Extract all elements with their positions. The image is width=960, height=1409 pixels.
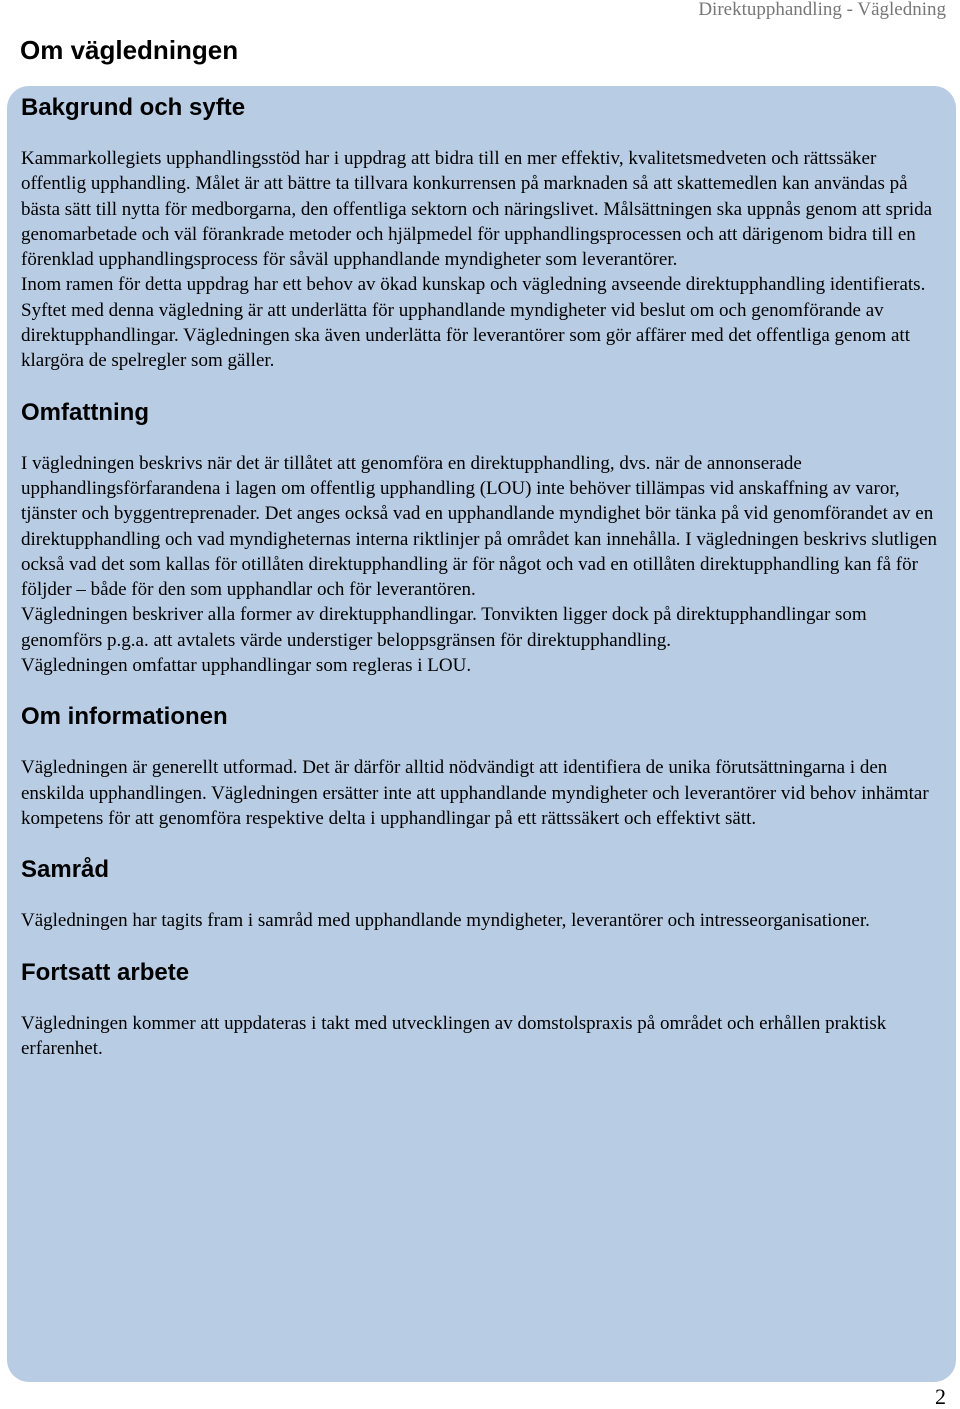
running-header: Direktupphandling - Vägledning (698, 0, 946, 20)
section-bakgrund-och-syfte (21, 92, 944, 374)
section-heading: Samråd (21, 856, 110, 884)
section-omfattning (21, 397, 944, 679)
section-fortsatt-arbete (21, 957, 944, 1062)
paragraph: Kammarkollegiets upphandlingsstöd har i uppdrag att bidra till en mer effektiv, kvalitetsmedveten och rättssäker offentlig upphandling. Målet är att bättre ta tillvara konkurrensen på marknaden så att skattemedlen kan användas på bästa sätt till nytta för medborgarna, den offentliga sektorn och näringslivet. Målsättningen ska uppnås genom att sprida genomarbetade och väl förankrade metoder och hjälpmedel för upphandlingsprocessen och att därigenom bidra till en förenklad upphandlingsprocess för såväl upphandlande myndigheter som leverantörer. (21, 148, 933, 271)
page-title: Om vägledningen (20, 35, 239, 65)
paragraph: Vägledningen beskriver alla former av direktupphandlingar. Tonvikten ligger dock på direktupphandlingar som genomförs p.g.a. att avtalets värde understiger beloppsgränsen för direktupphandling. (21, 604, 867, 651)
section-samrad (21, 854, 944, 933)
section-heading: Om informationen (21, 703, 228, 731)
section-heading: Bakgrund och syfte (21, 94, 246, 121)
paragraph: Vägledningen är generellt utformad. Det är därför alltid nödvändigt att identifiera de unika förutsättningarna i den enskilda upphandlingen. Vägledningen ersätter inte att upphandlande myndigheter och leverantörer vid behov inhämtar kompetens för att genomföra respektive delta i upphandlingar på ett rättssäkert och effektivt sätt. (21, 757, 929, 829)
paragraph: I vägledningen beskrivs när det är tillåtet att genomföra en direktupphandling, dvs. när de annonserade upphandlingsförfarandena i lagen om offentlig upphandling (LOU) inte behöver tillämpas vid anskaffning av varor, tjänster och byggentreprenader. Det anges också vad en upphandlande myndighet bör tänka på vid genomförandet av en direktupphandling och vad myndigheternas interna riktlinjer på området kan innehålla. I vägledningen beskrivs slutligen också vad det som kallas för otillåten direktupphandling är för något och vad en otillåten direktupphandling kan få för följder – både för den som upphandlar och för leverantören. (21, 452, 937, 601)
paragraph: Vägledningen omfattar upphandlingar som regleras i LOU. (21, 655, 472, 677)
section-om-informationen (21, 701, 944, 831)
paragraph: Vägledningen kommer att uppdateras i takt med utvecklingen av domstolspraxis på området och erhållen praktisk erfarenhet. (21, 1012, 887, 1059)
page-number: 2 (935, 1384, 946, 1409)
section-heading: Fortsatt arbete (21, 958, 190, 986)
paragraph: Syftet med denna vägledning är att underlätta för upphandlande myndigheter vid beslut om och genomförande av direktupphandlingar. Vägledningen ska även underlätta för leverantörer som gör affärer med det offentliga genom att klargöra de spelregler som gäller. (21, 299, 910, 372)
paragraph: Vägledningen har tagits fram i samråd med upphandlande myndigheter, leverantörer och intresseorganisationer. (21, 910, 870, 932)
section-heading: Omfattning (21, 398, 149, 426)
paragraph: Inom ramen för detta uppdrag har ett behov av ökad kunskap och vägledning avseende direktupphandling identifierats. (21, 274, 926, 296)
content-panel (7, 86, 956, 1382)
